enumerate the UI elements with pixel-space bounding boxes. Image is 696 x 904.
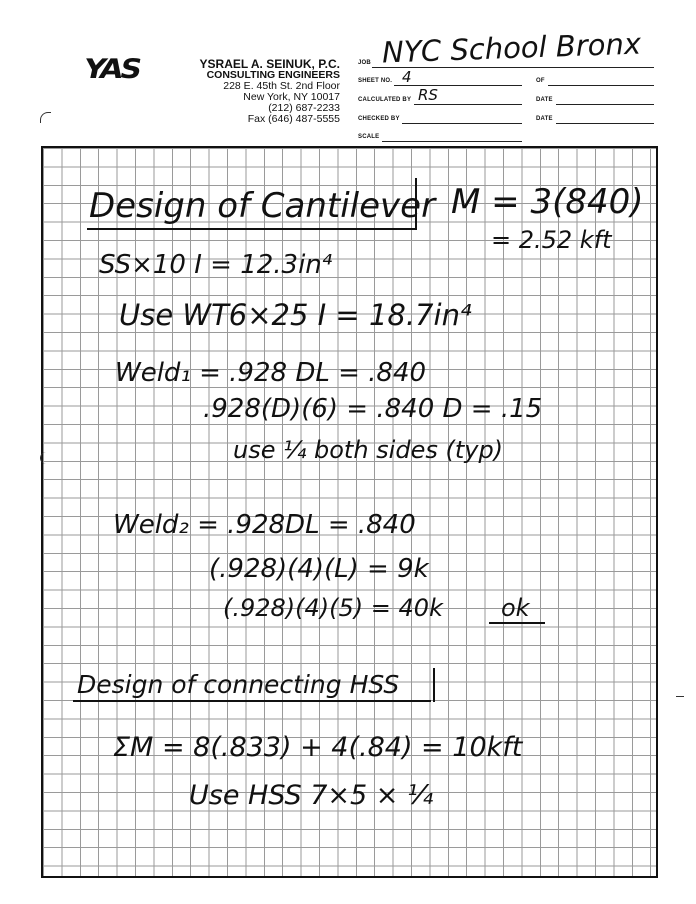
date-rule: [556, 104, 654, 105]
company-phone: (212) 687-2233: [268, 102, 340, 114]
weld2-ok-underline: [489, 622, 545, 624]
checked-by-rule: [402, 123, 522, 124]
date2-label: DATE: [536, 116, 553, 122]
punch-mark-right: [676, 696, 684, 701]
company-address-2: New York, NY 10017: [243, 91, 340, 103]
calculated-by-value: RS: [418, 86, 438, 104]
calculated-by-label: CALCULATED BY: [358, 97, 412, 103]
company-subtitle: CONSULTING ENGINEERS: [206, 69, 340, 81]
weld2-line-c: (.928)(4)(5) = 40k: [223, 594, 443, 622]
weld1-line-b: .928(D)(6) = .840 D = .15: [203, 394, 543, 424]
moment-line-1: M = 3(840): [451, 182, 644, 222]
company-fax: Fax (646) 487-5555: [247, 113, 340, 125]
date-label: DATE: [536, 97, 553, 103]
weld2-line-b: (.928)(4)(L) = 9k: [209, 554, 429, 584]
heading-design-of-cantilever: Design of Cantilever: [89, 186, 436, 226]
moment-line-2: = 2.52 kft: [491, 226, 612, 254]
sheet-no-value: 4: [402, 68, 412, 86]
heading1-divider: [415, 178, 417, 230]
weld1-line-a: Weld₁ = .928 DL = .840: [115, 358, 427, 388]
calc-grid-sheet: [41, 146, 658, 878]
punch-mark-left: [40, 452, 49, 464]
use-hss-line: Use HSS 7×5 × ¼: [189, 780, 434, 811]
heading2-underline: [73, 700, 431, 702]
line-ss-section: SS×10 I = 12.3in⁴: [99, 250, 333, 280]
company-address-1: 228 E. 45th St. 2nd Floor: [223, 80, 340, 92]
of-label: OF: [536, 78, 545, 84]
scale-label: SCALE: [358, 134, 380, 140]
heading-design-of-connecting-hss: Design of connecting HSS: [77, 670, 400, 699]
sum-moment-line: ΣM = 8(.833) + 4(.84) = 10kft: [113, 732, 523, 763]
company-name: YSRAEL A. SEINUK, P.C.: [199, 57, 340, 71]
company-logo: YAS: [80, 53, 143, 86]
line-use-wt: Use WT6×25 I = 18.7in⁴: [119, 298, 472, 332]
heading1-underline: [87, 228, 415, 230]
checked-by-label: CHECKED BY: [358, 116, 400, 122]
weld2-line-a: Weld₂ = .928DL = .840: [113, 510, 416, 540]
margin-mark: [40, 112, 51, 123]
date2-rule: [556, 123, 654, 124]
calculated-by-rule: [414, 104, 522, 105]
sheet-no-rule: [394, 85, 522, 86]
sheet-no-label: SHEET NO.: [358, 78, 393, 84]
weld1-line-c: use ¼ both sides (typ): [233, 436, 504, 464]
weld2-ok: ok: [501, 594, 530, 622]
heading2-divider: [433, 668, 435, 702]
of-rule: [548, 85, 654, 86]
job-value: NYC School Bronx: [381, 26, 642, 70]
job-label: JOB: [358, 60, 371, 66]
scale-rule: [382, 141, 522, 142]
company-info: [160, 58, 340, 125]
